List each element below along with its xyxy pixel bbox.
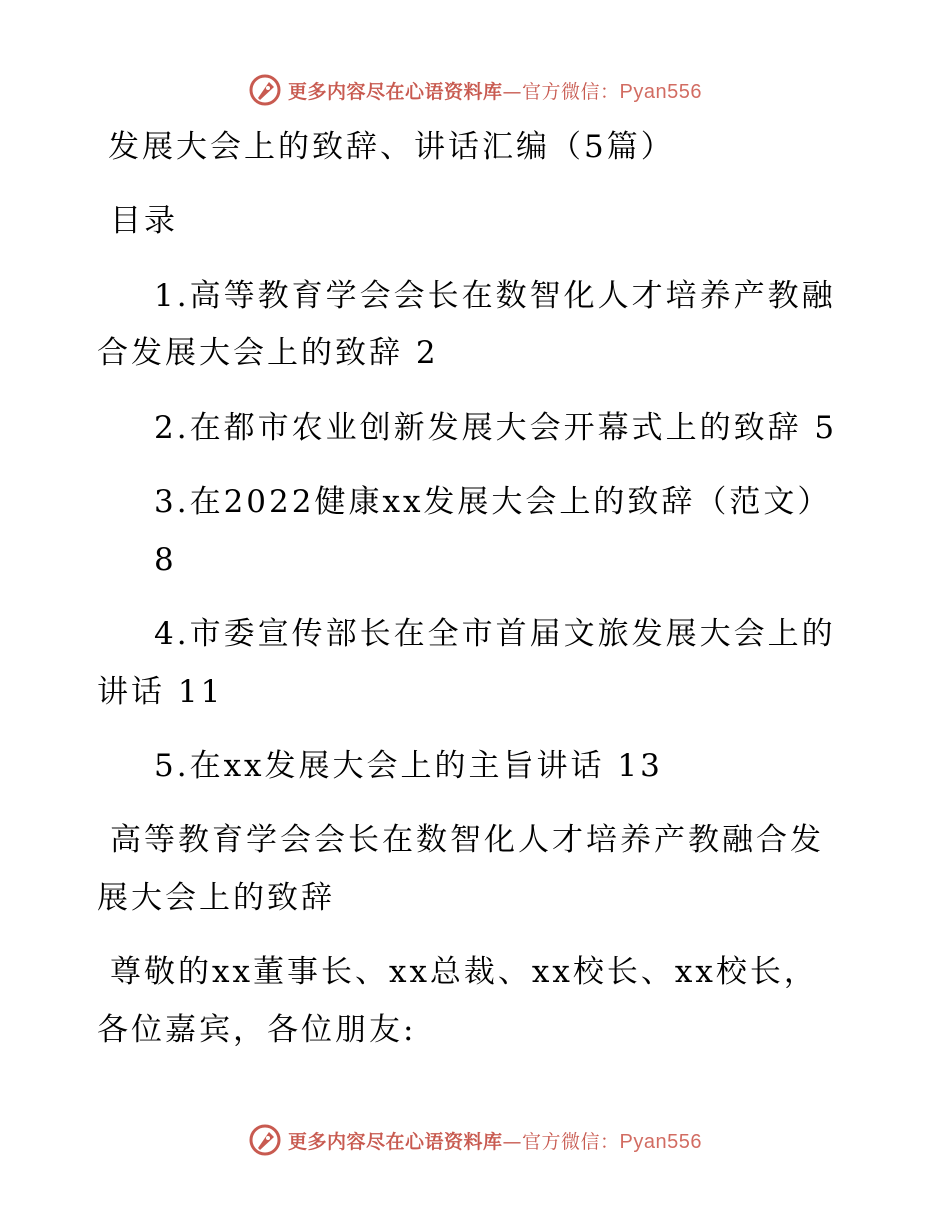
banner-text [288, 77, 702, 104]
banner-wechat-label: 官方微信： [522, 1130, 620, 1153]
section-title-line2: 展大会上的致辞 [97, 880, 335, 916]
banner-content [248, 1123, 702, 1157]
banner-wechat-id: Pyan556 [619, 80, 702, 103]
banner-dash: — [502, 1130, 523, 1153]
toc-item-3-line2[interactable]: 8 [154, 542, 177, 578]
banner-dash: — [502, 80, 523, 103]
banner-wechat-label: 官方微信： [522, 80, 620, 103]
pen-nib-logo-icon [248, 73, 282, 107]
section-title-line1: 高等教育学会会长在数智化人才培养产教融合发 [110, 822, 824, 858]
banner-text [288, 1127, 702, 1154]
pen-nib-logo-icon [248, 1123, 282, 1157]
banner-content [248, 73, 702, 107]
toc-item-2[interactable]: 2.在都市农业创新发展大会开幕式上的致辞 5 [154, 410, 838, 446]
toc-item-1-line2[interactable]: 合发展大会上的致辞 2 [97, 335, 439, 371]
toc-item-4-line1[interactable]: 4.市委宣传部长在全市首届文旅发展大会上的 [154, 616, 836, 652]
header-banner [0, 70, 950, 110]
toc-heading: 目录 [110, 203, 178, 239]
banner-wechat-id: Pyan556 [619, 1130, 702, 1153]
toc-item-5[interactable]: 5.在xx发展大会上的主旨讲话 13 [154, 748, 663, 784]
greeting-line2: 各位嘉宾，各位朋友: [97, 1012, 417, 1048]
greeting-line1: 尊敬的xx董事长、xx总裁、xx校长、xx校长， [110, 954, 818, 990]
toc-item-3-line1[interactable]: 3.在2022健康xx发展大会上的致辞（范文） [154, 484, 832, 520]
banner-main-text: 更多内容尽在心语资料库 [288, 1130, 503, 1153]
footer-banner [0, 1120, 950, 1160]
document-title: 发展大会上的致辞、讲话汇编（5篇） [108, 129, 675, 165]
banner-main-text: 更多内容尽在心语资料库 [288, 80, 503, 103]
toc-item-4-line2[interactable]: 讲话 11 [97, 674, 224, 710]
toc-item-1-line1[interactable]: 1.高等教育学会会长在数智化人才培养产教融 [154, 278, 836, 314]
